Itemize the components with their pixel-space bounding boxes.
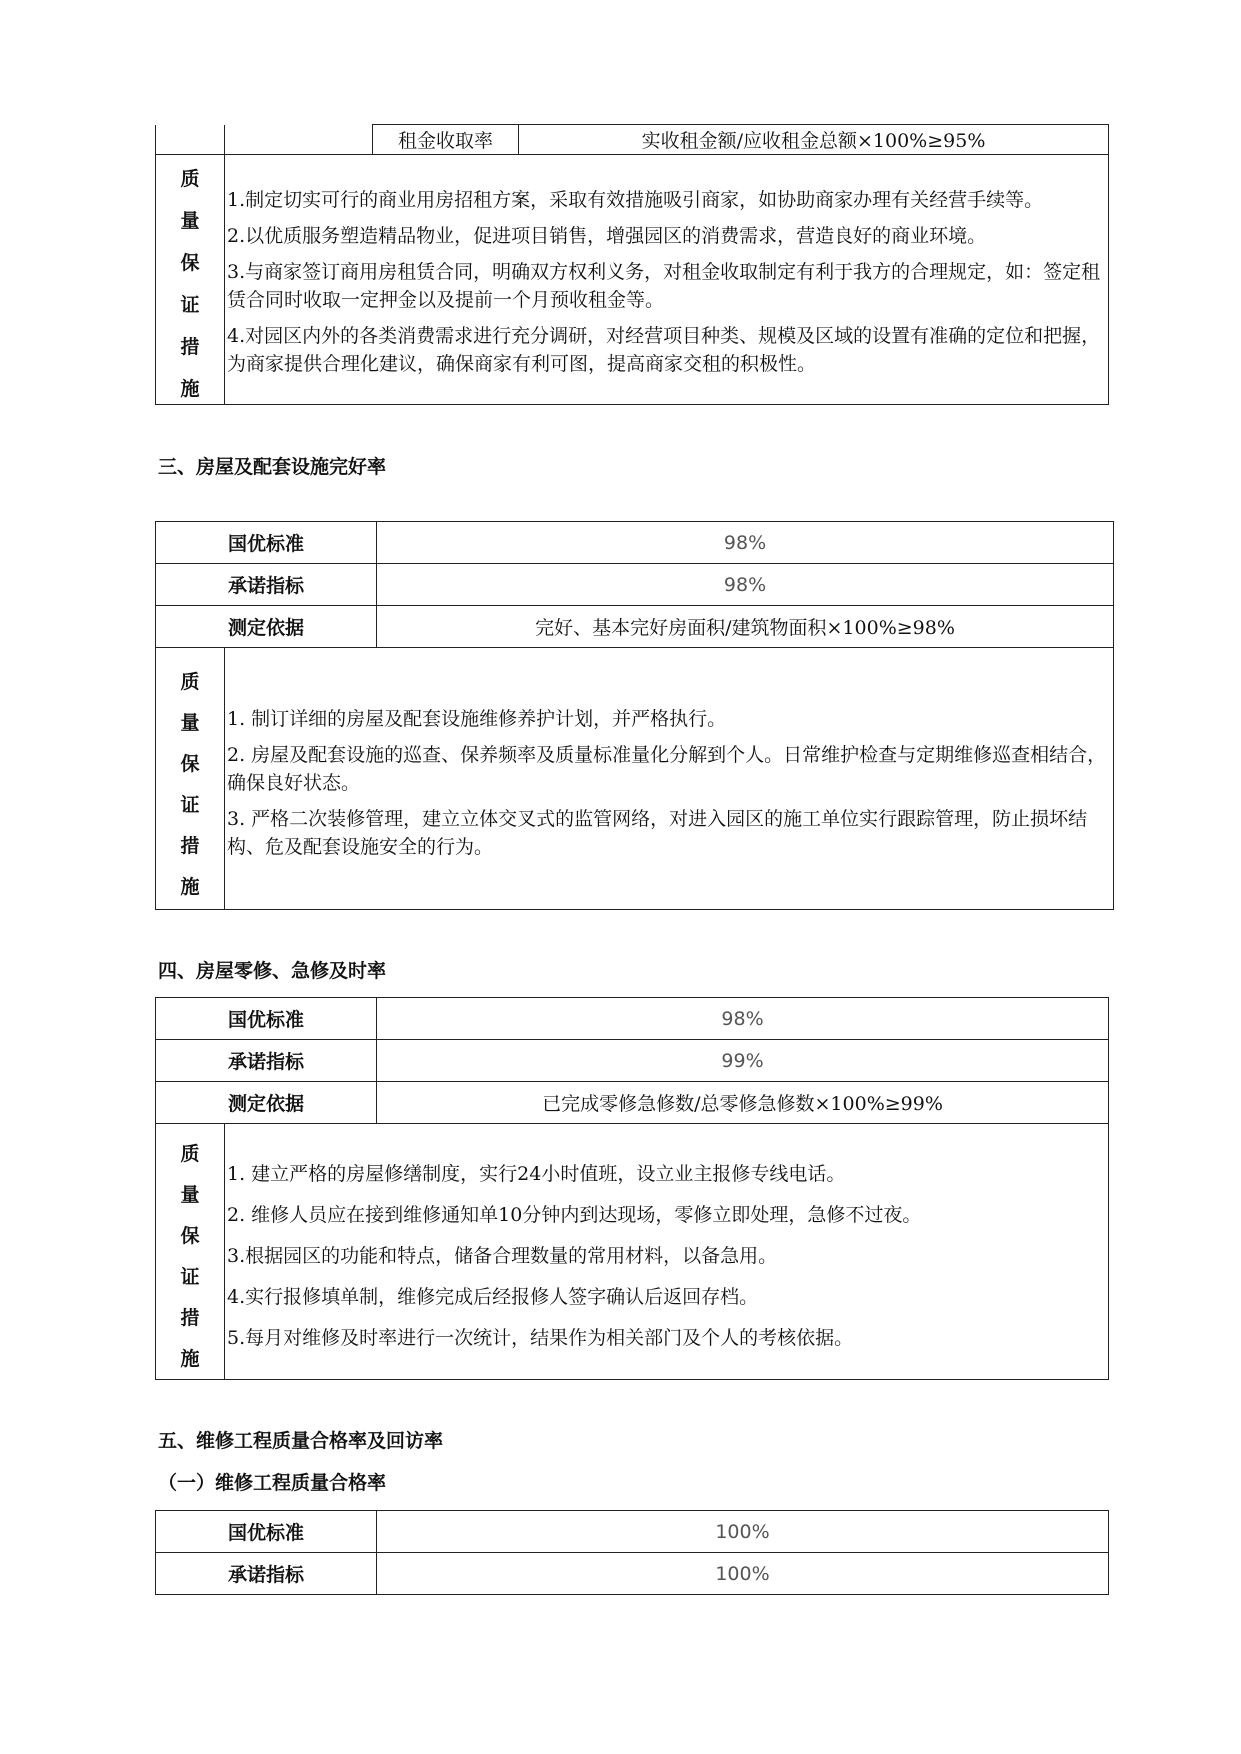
- measure-item: 1.制定切实可行的商业用房招租方案，采取有效措施吸引商家，如协助商家办理有关经营手续等。: [227, 188, 1044, 211]
- measure-item: 2. 房屋及配套设施的巡查、保养频率及质量标准量化分解到个人。日常维护检查与定期维修巡查相结合，确保良好状态。: [227, 743, 1107, 794]
- section-heading: 四、房屋零修、急修及时率: [158, 960, 387, 982]
- measures-label: 质 量 保 证 措 施: [156, 648, 225, 910]
- blank-cell: [156, 125, 225, 155]
- repair-rate-table: [155, 997, 1109, 1380]
- row-value: 100%: [377, 1511, 1109, 1553]
- measure-item: 4.实行报修填单制，维修完成后经报修人签字确认后返回存档。: [227, 1285, 759, 1308]
- measures-list: [225, 1124, 1109, 1380]
- measure-item: 3.根据园区的功能和特点，储备合理数量的常用材料，以备急用。: [227, 1244, 778, 1267]
- row-label: 国优标准: [156, 998, 377, 1040]
- rent-rate-value: 实收租金额/应收租金总额×100%≥95%: [519, 125, 1109, 155]
- measure-item: 1. 建立严格的房屋修缮制度，实行24小时值班，设立业主报修专线电话。: [227, 1162, 846, 1185]
- row-label: 国优标准: [156, 522, 377, 564]
- row-value: 已完成零修急修数/总零修急修数×100%≥99%: [377, 1082, 1109, 1124]
- row-label: 国优标准: [156, 1511, 377, 1553]
- row-value: 完好、基本完好房面积/建筑物面积×100%≥98%: [377, 606, 1114, 648]
- measures-list: [225, 648, 1114, 910]
- measure-item: 1. 制订详细的房屋及配套设施维修养护计划，并严格执行。: [227, 707, 727, 730]
- measure-item: 3. 严格二次装修管理，建立立体交叉式的监管网络，对进入园区的施工单位实行跟踪管理，防止损坏结构、危及配套设施安全的行为。: [227, 807, 1088, 858]
- row-label: 承诺指标: [156, 1040, 377, 1082]
- row-value: 100%: [377, 1553, 1109, 1595]
- measure-item: 4.对园区内外的各类消费需求进行充分调研，对经营项目种类、规模及区域的设置有准确的定位和把握，为商家提供合理化建议，确保商家有利可图，提高商家交租的积极性。: [227, 324, 1101, 375]
- row-value: 98%: [377, 998, 1109, 1040]
- subsection-heading: （一）维修工程质量合格率: [158, 1472, 387, 1494]
- rent-collection-table: [155, 124, 1109, 405]
- section-heading: 三、房屋及配套设施完好率: [158, 456, 387, 478]
- measures-list: [225, 155, 1109, 405]
- measures-label: 质 量 保 证 措 施: [156, 155, 225, 405]
- row-label: 测定依据: [156, 606, 377, 648]
- row-value: 98%: [377, 564, 1114, 606]
- measures-label: 质 量 保 证 措 施: [156, 1124, 225, 1380]
- facility-rate-table: [155, 521, 1114, 910]
- row-value: 99%: [377, 1040, 1109, 1082]
- rent-rate-label: 租金收取率: [373, 125, 519, 155]
- repair-quality-table: [155, 1510, 1109, 1595]
- row-label: 测定依据: [156, 1082, 377, 1124]
- row-label: 承诺指标: [156, 564, 377, 606]
- measure-item: 5.每月对维修及时率进行一次统计，结果作为相关部门及个人的考核依据。: [227, 1326, 854, 1349]
- measure-item: 2. 维修人员应在接到维修通知单10分钟内到达现场，零修立即处理，急修不过夜。: [227, 1203, 922, 1226]
- measure-item: 2.以优质服务塑造精品物业，促进项目销售，增强园区的消费需求，营造良好的商业环境。: [227, 224, 987, 247]
- row-label: 承诺指标: [156, 1553, 377, 1595]
- blank-cell: [225, 125, 373, 155]
- row-value: 98%: [377, 522, 1114, 564]
- measure-item: 3.与商家签订商用房租赁合同，明确双方权利义务，对租金收取制定有利于我方的合理规定，如：签定租赁合同时收取一定押金以及提前一个月预收租金等。: [227, 260, 1101, 311]
- section-heading: 五、维修工程质量合格率及回访率: [158, 1430, 444, 1452]
